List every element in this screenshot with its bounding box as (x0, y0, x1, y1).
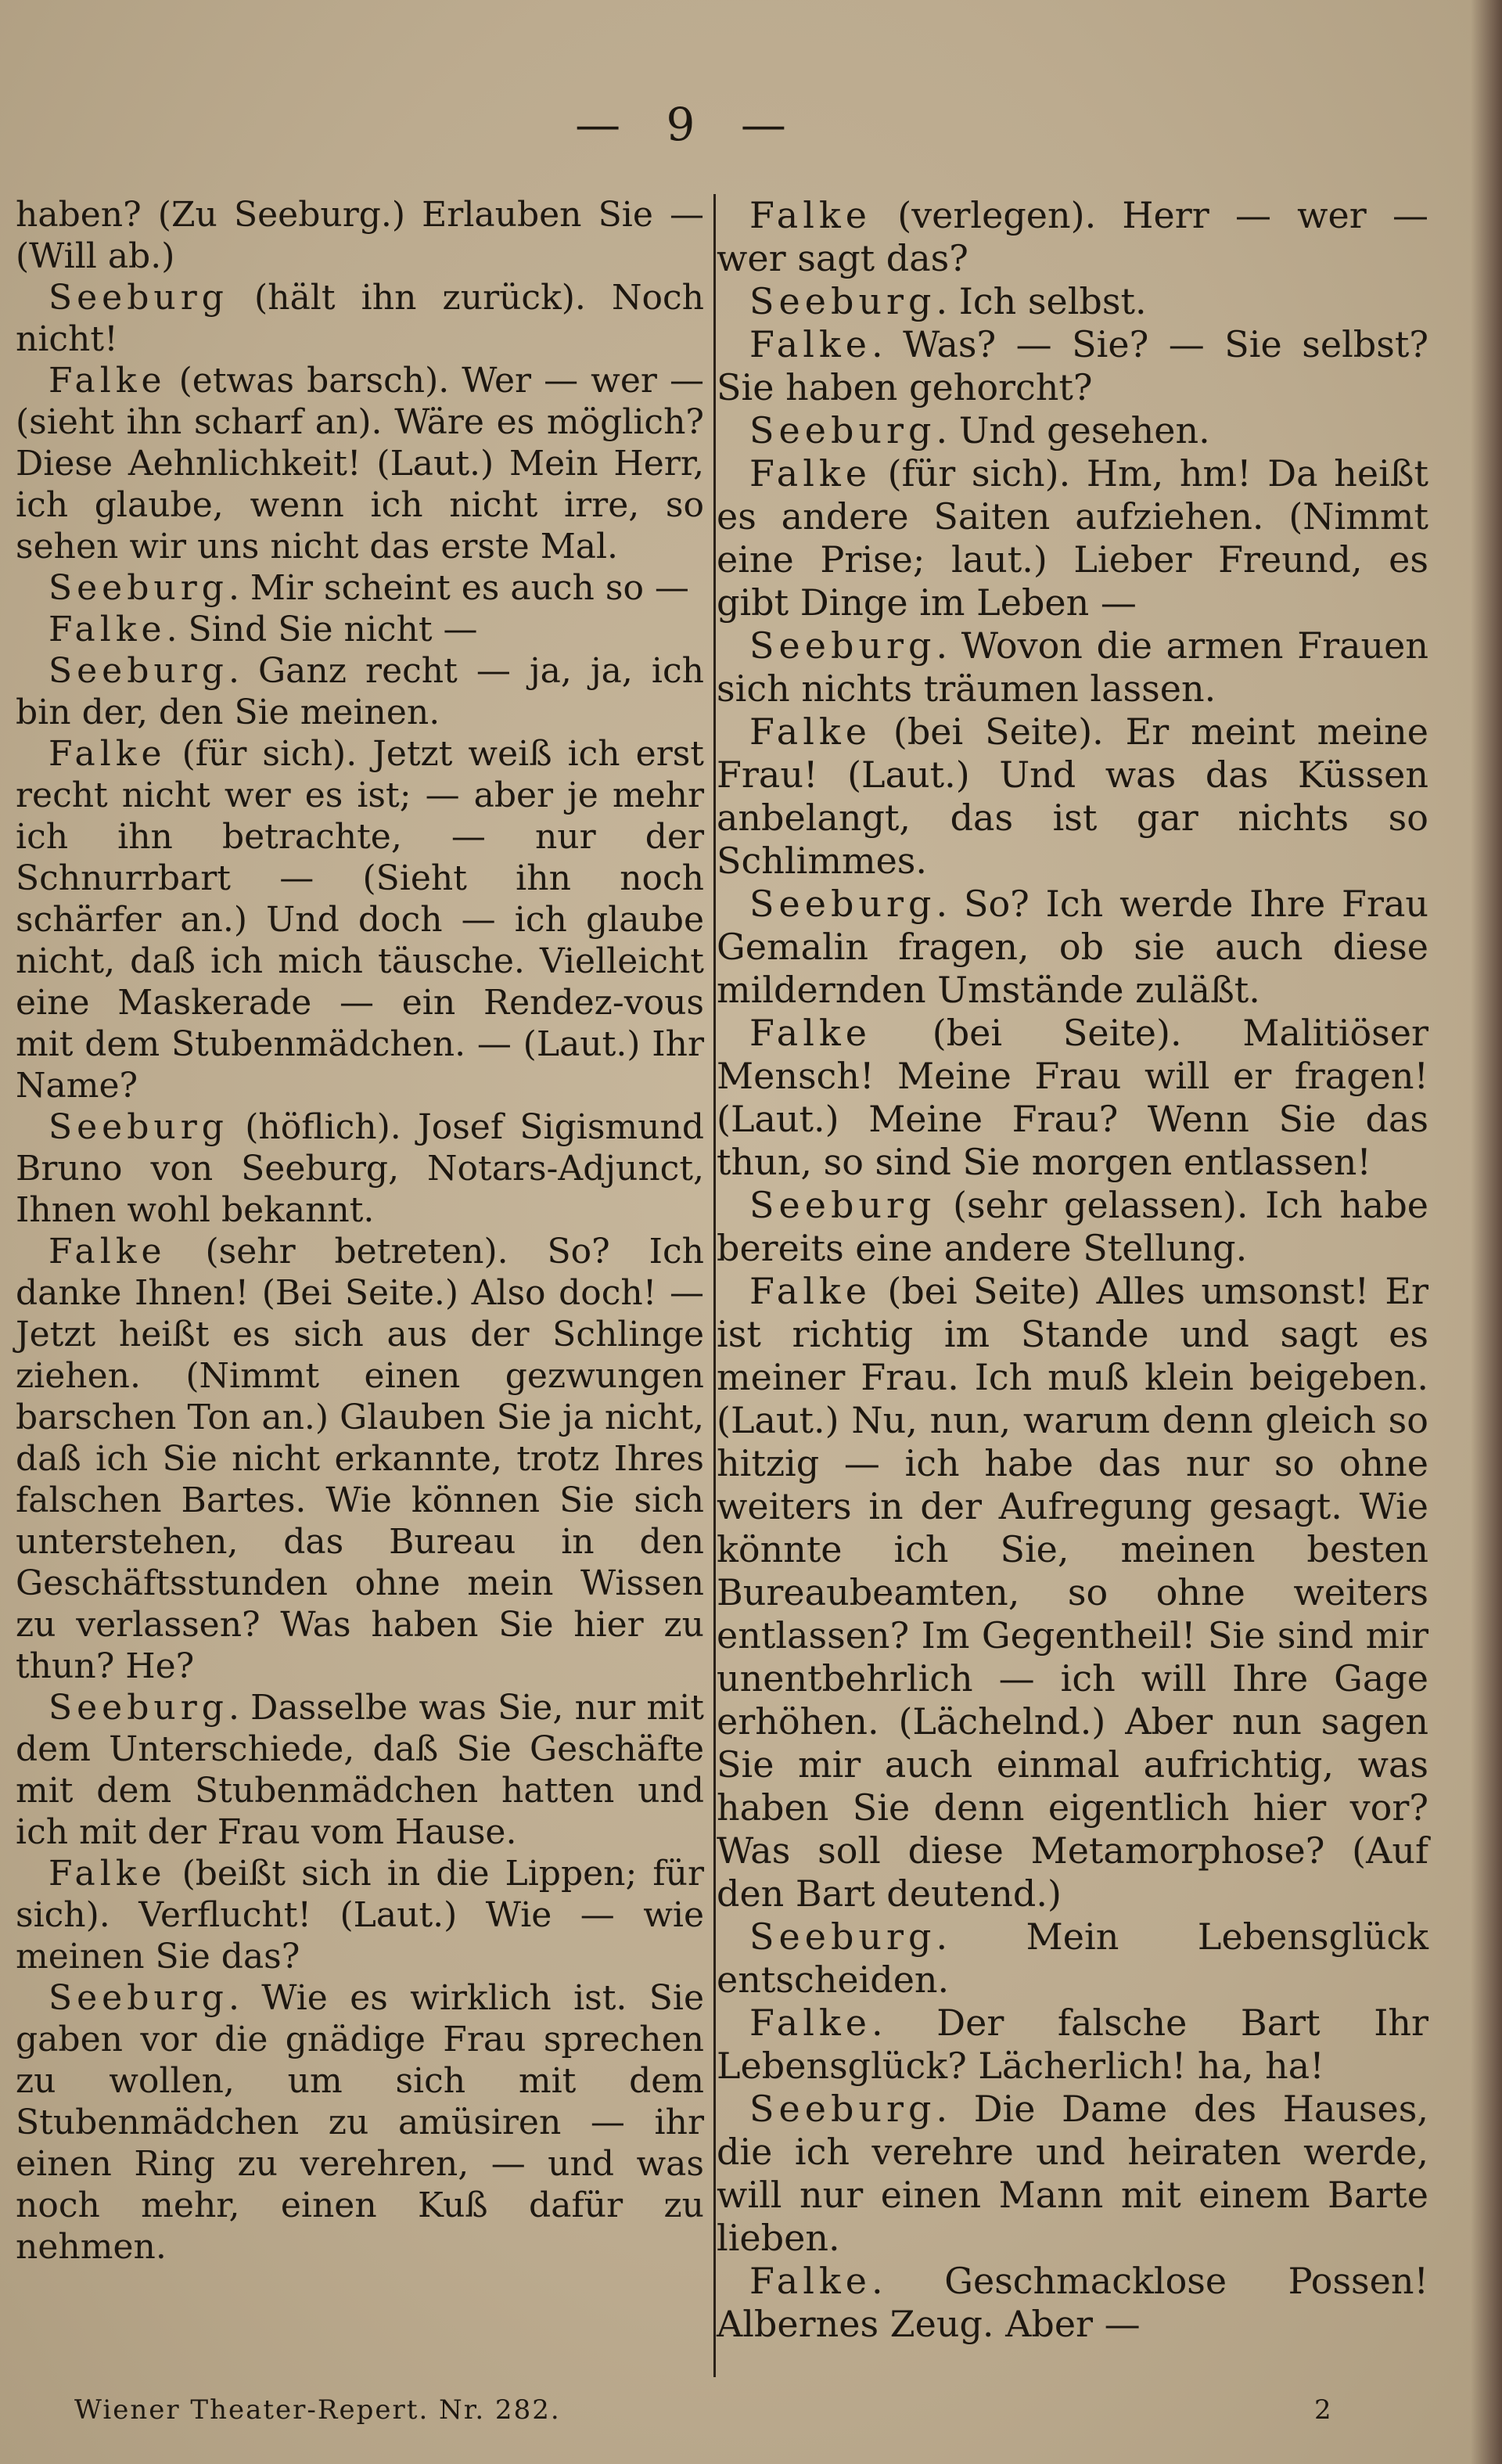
dialogue-text: . Mein Lebensglück entscheiden. (717, 1915, 1428, 2001)
dialogue-paragraph (16, 650, 704, 733)
speaker-name: Falke (749, 2260, 872, 2302)
dialogue-text: . So? Ich werde Ihre Frau Gemalin fragen, ob sie auch diese mildernden Umstände zuläßt. (717, 883, 1428, 1011)
dialogue-paragraph (717, 883, 1428, 1012)
speaker-name: Falke (49, 1854, 167, 1894)
dialogue-text: . Dasselbe was Sie, nur mit dem Unterschiede, daß Sie Geschäfte mit dem Stubenmädchen hatten und ich mit der Frau vom Hause. (16, 1688, 704, 1852)
dialogue-paragraph (717, 1184, 1428, 1270)
dialogue-text: (bei Seite). Er meint meine Frau! (Laut.) Und was das Küssen anbelangt, das ist gar nichts so Schlimmes. (717, 710, 1428, 882)
speaker-name: Seeburg (49, 651, 228, 691)
dialogue-text: (höflich). Josef Sigismund Bruno von Seeburg, Notars-Adjunct, Ihnen wohl bekannt. (16, 1107, 704, 1230)
speaker-name: Seeburg (749, 280, 936, 322)
dialogue-paragraph (16, 1231, 704, 1687)
dialogue-text: . Wie es wirklich ist. Sie gaben vor die gnädige Frau sprechen zu wollen, um sich mit dem Stubenmädchen zu amüsiren — ihr einen Ring zu verehren, — und was noch mehr, einen Kuß dafür zu nehmen. (16, 1978, 704, 2267)
dialogue-text: . Die Dame des Hauses, die ich verehre und heiraten werde, will nur einen Mann mit einem Barte lieben. (717, 2088, 1428, 2259)
dialogue-text: (bei Seite). Malitiöser Mensch! Meine Frau will er fragen! (Laut.) Meine Frau? Wenn Sie das thun, so sind Sie morgen entlassen! (717, 1012, 1428, 1183)
dialogue-paragraph (717, 624, 1428, 710)
left-text-column (16, 194, 704, 2268)
dialogue-paragraph (717, 1012, 1428, 1184)
dialogue-paragraph (717, 1270, 1428, 1915)
speaker-name: Falke (49, 610, 167, 649)
speaker-name: Seeburg (749, 409, 936, 451)
dialogue-text: . Ich selbst. (936, 280, 1147, 322)
speaker-name: Falke (49, 361, 167, 401)
dialogue-text: . Wovon die armen Frauen sich nichts träumen lassen. (717, 624, 1428, 710)
speaker-name: Seeburg (749, 1915, 936, 1958)
dialogue-text: (für sich). Hm, hm! Da heißt es andere Saiten aufziehen. (Nimmt eine Prise; laut.) Lieber Freund, es gibt Dinge im Leben — (717, 452, 1428, 624)
dialogue-paragraph (16, 1977, 704, 2268)
speaker-name: Falke (749, 323, 872, 365)
dialogue-paragraph (717, 2088, 1428, 2260)
dialogue-text: (hält ihn zurück). Noch nicht! (16, 278, 704, 359)
speaker-name: Falke (49, 1232, 167, 1272)
speaker-name: Falke (749, 710, 872, 753)
dialogue-paragraph (16, 733, 704, 1106)
dialogue-text: (sehr betreten). So? Ich danke Ihnen! (Bei Seite.) Also doch! — Jetzt heißt es sich aus der Schlinge ziehen. (Nimmt einen gezwungen barschen Ton an.) Glauben Sie ja nicht, daß ich Sie nicht erkannte, trotz Ihres falschen Bartes. Wie können Sie sich unterstehen, das Bureau in den Geschäftsstunden ohne mein Wissen zu verlassen? Was haben Sie hier zu thun? He? (16, 1232, 704, 1686)
speaker-name: Falke (749, 1012, 872, 1054)
dialogue-text: haben? (Zu Seeburg.) Erlauben Sie — (Will ab.) (16, 195, 704, 276)
column-divider (713, 194, 716, 2377)
dialogue-paragraph (16, 1106, 704, 1231)
speaker-name: Seeburg (749, 1184, 936, 1226)
speaker-name: Falke (749, 2002, 872, 2044)
dialogue-paragraph (16, 1687, 704, 1853)
signature-mark: 2 (1314, 2394, 1333, 2426)
speaker-name: Seeburg (49, 568, 228, 608)
speaker-name: Seeburg (749, 2088, 936, 2130)
dialogue-text: (für sich). Jetzt weiß ich erst recht nicht wer es ist; — aber je mehr ich ihn betrachte, — nur der Schnurrbart — (Sieht ihn noch schärfer an.) Und doch — ich glaube nicht, daß ich mich täusche. Vielleicht eine Maskerade — ein Rendez-vous mit dem Stubenmädchen. — (Laut.) Ihr Name? (16, 734, 704, 1106)
dialogue-paragraph (16, 277, 704, 360)
dialogue-text: . Geschmacklose Possen! Albernes Zeug. Aber — (717, 2260, 1428, 2345)
page-edge-shadow (1471, 0, 1502, 2464)
speaker-name: Seeburg (49, 1688, 228, 1728)
speaker-name: Seeburg (49, 1107, 228, 1147)
speaker-name: Seeburg (49, 1978, 228, 2018)
dialogue-paragraph (16, 360, 704, 567)
speaker-name: Seeburg (749, 624, 936, 667)
dialogue-paragraph (717, 2002, 1428, 2088)
dialogue-paragraph (717, 323, 1428, 409)
dialogue-text: . Sind Sie nicht — (166, 610, 478, 649)
dialogue-text: (verlegen). Herr — wer — wer sagt das? (717, 194, 1428, 279)
publication-footer: Wiener Theater-Repert. Nr. 282. (74, 2394, 561, 2426)
dialogue-text: . Mir scheint es auch so — (228, 568, 689, 608)
dialogue-text: . Ganz recht — ja, ja, ich bin der, den Sie meinen. (16, 651, 704, 732)
speaker-name: Falke (749, 452, 872, 495)
page-number: — 9 — (575, 98, 802, 151)
dialogue-text: (sehr gelassen). Ich habe bereits eine andere Stellung. (717, 1184, 1428, 1269)
dialogue-paragraph (717, 194, 1428, 280)
dialogue-paragraph (717, 710, 1428, 883)
dialogue-paragraph (717, 1915, 1428, 2002)
speaker-name: Falke (49, 734, 167, 774)
dialogue-paragraph (717, 2260, 1428, 2346)
right-text-column (717, 194, 1428, 2346)
dialogue-paragraph (16, 609, 704, 650)
dialogue-paragraph (717, 409, 1428, 452)
speaker-name: Falke (749, 194, 872, 236)
dialogue-text: (beißt sich in die Lippen; für sich). Verflucht! (Laut.) Wie — wie meinen Sie das? (16, 1854, 704, 1977)
dialogue-paragraph (717, 280, 1428, 323)
speaker-name: Seeburg (49, 278, 228, 318)
speaker-name: Seeburg (749, 883, 936, 925)
dialogue-text: (etwas barsch). Wer — wer — (sieht ihn scharf an). Wäre es möglich? Diese Aehnlichkeit! (Laut.) Mein Herr, ich glaube, wenn ich nicht irre, so sehen wir uns nicht das erste Mal. (16, 361, 704, 567)
dialogue-text: . Der falsche Bart Ihr Lebensglück? Lächerlich! ha, ha! (717, 2002, 1428, 2087)
dialogue-text: . Was? — Sie? — Sie selbst? Sie haben gehorcht? (717, 323, 1428, 408)
dialogue-paragraph (16, 1853, 704, 1977)
dialogue-paragraph (16, 567, 704, 609)
speaker-name: Falke (749, 1270, 872, 1312)
dialogue-paragraph (717, 452, 1428, 624)
dialogue-paragraph (16, 194, 704, 277)
dialogue-text: . Und gesehen. (936, 409, 1210, 451)
dialogue-text: (bei Seite) Alles umsonst! Er ist richtig im Stande und sagt es meiner Frau. Ich muß klein beigeben. (Laut.) Nu, nun, warum denn gleich so hitzig — ich habe das nur so ohne weiters in der Aufregung gesagt. Wie könnte ich Sie, meinen besten Bureaubeamten, so ohne weiters entlassen? Im Gegentheil! Sie sind mir unentbehrlich — ich will Ihre Gage erhöhen. (Lächelnd.) Aber nun sagen Sie mir auch einmal aufrichtig, was haben Sie denn eigentlich hier vor? Was soll diese Metamorphose? (Auf den Bart deutend.) (717, 1270, 1428, 1915)
